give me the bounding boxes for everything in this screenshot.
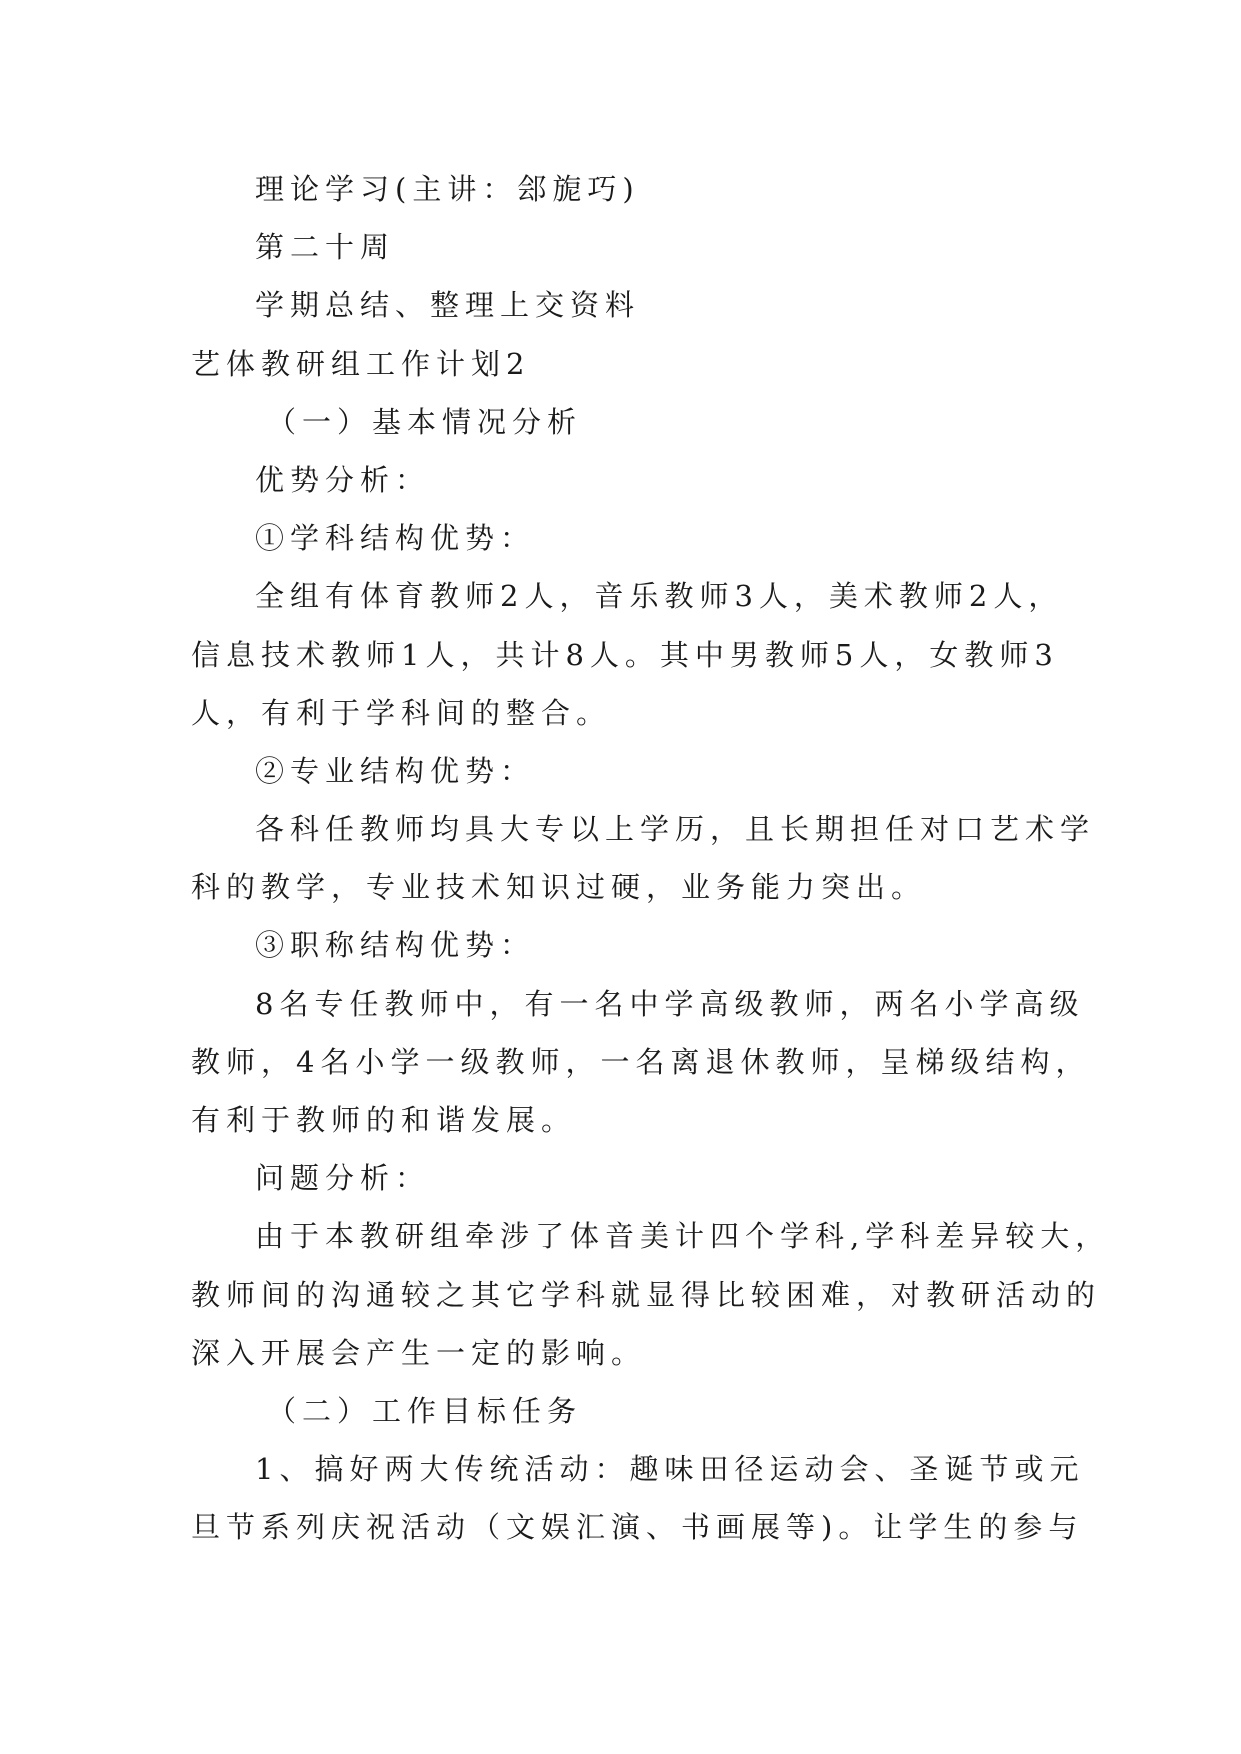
- text-line: 8名专任教师中，有一名中学高级教师，两名小学高级: [255, 986, 1085, 1021]
- document-body: [191, 160, 1111, 1557]
- text-line: ①学科结构优势：: [255, 521, 536, 556]
- text-line: 问题分析：: [255, 1161, 431, 1196]
- text-line: 各科任教师均具大专以上学历，且长期担任对口艺术学: [255, 812, 1096, 847]
- section-heading: （二）工作目标任务: [267, 1393, 583, 1428]
- text-line: 信息技术教师1人，共计8人。其中男教师5人，女教师3: [191, 637, 1059, 672]
- text-line: 深入开展会产生一定的影响。: [191, 1335, 647, 1370]
- text-line: 有利于教师的和谐发展。: [191, 1103, 577, 1137]
- text-line: ③职称结构优势：: [255, 928, 536, 963]
- text-line: 人，有利于学科间的整合。: [191, 695, 612, 730]
- text-line: 教师，4名小学一级教师，一名离退休教师，呈梯级结构，: [191, 1044, 1091, 1079]
- section-heading: （一）基本情况分析: [267, 404, 583, 439]
- text-line: 1、搞好两大传统活动：趣味田径运动会、圣诞节或元: [255, 1452, 1085, 1487]
- text-line: 理论学习(主讲：郐旎巧): [255, 172, 640, 206]
- text-line: 优势分析：: [255, 462, 431, 497]
- section-title: 艺体教研组工作计划2: [191, 346, 531, 381]
- text-line: 第二十周: [255, 230, 396, 265]
- text-line: 由于本教研组牵涉了体音美计四个学科,学科差异较大，: [255, 1219, 1111, 1254]
- text-line: 教师间的沟通较之其它学科就显得比较困难，对教研活动的: [191, 1277, 1102, 1312]
- text-line: ②专业结构优势：: [255, 753, 536, 788]
- text-line: 科的教学，专业技术知识过硬，业务能力突出。: [191, 870, 927, 905]
- text-line: 旦节系列庆祝活动（文娱汇演、书画展等)。让学生的参与: [191, 1510, 1084, 1545]
- text-line: 学期总结、整理上交资料: [255, 288, 641, 323]
- text-line: 全组有体育教师2人，音乐教师3人，美术教师2人，: [255, 579, 1064, 614]
